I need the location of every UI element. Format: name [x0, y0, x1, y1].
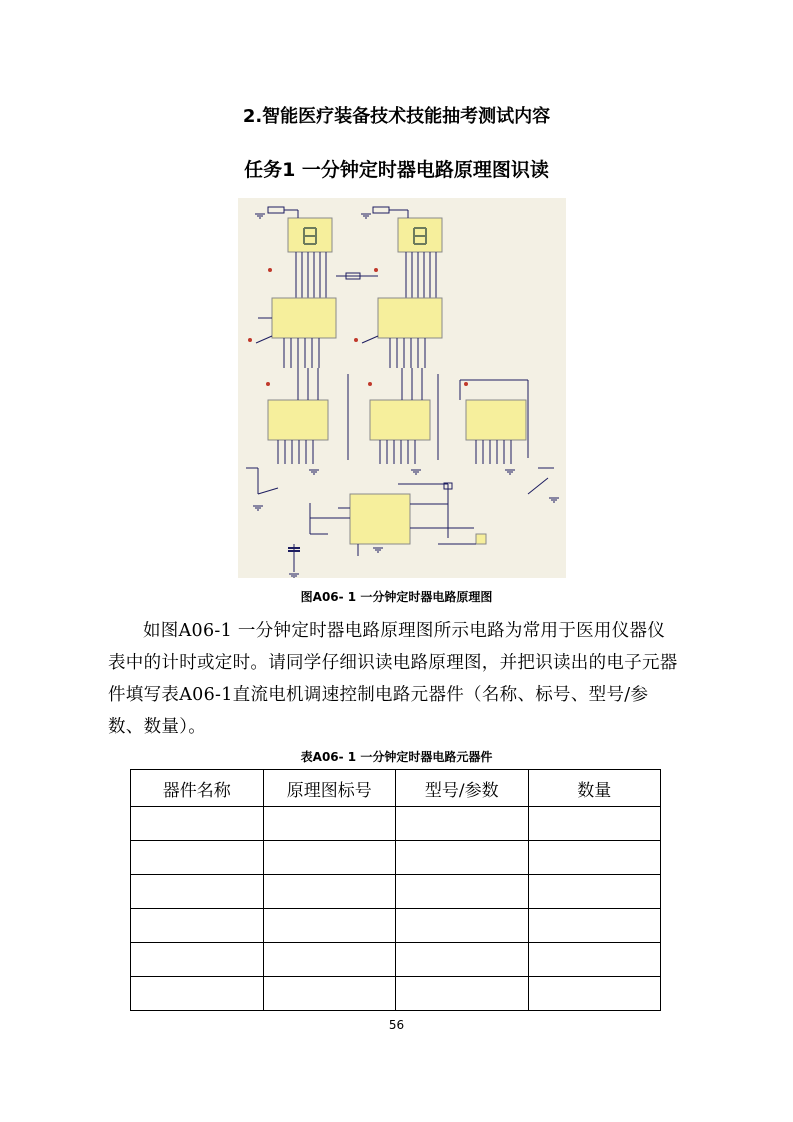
table-cell[interactable]	[131, 875, 264, 909]
table-cell[interactable]	[263, 875, 396, 909]
table-cell[interactable]	[263, 841, 396, 875]
table-cell[interactable]	[528, 807, 661, 841]
table-cell[interactable]	[528, 977, 661, 1011]
table-row	[131, 841, 661, 875]
table-cell[interactable]	[396, 909, 529, 943]
table-header-row	[131, 770, 661, 807]
table-cell[interactable]	[263, 807, 396, 841]
table-cell[interactable]	[131, 807, 264, 841]
table-cell[interactable]	[131, 909, 264, 943]
table-cell[interactable]	[131, 943, 264, 977]
table-cell[interactable]	[528, 875, 661, 909]
table-caption: 表A06- 1 一分钟定时器电路元器件	[300, 750, 493, 764]
table-body	[131, 807, 661, 1011]
task-title: 任务1 一分钟定时器电路原理图识读	[244, 159, 549, 181]
table-cell[interactable]	[396, 807, 529, 841]
table-row	[131, 807, 661, 841]
ic-chip	[268, 400, 328, 440]
component-table	[130, 769, 661, 1011]
table-cell[interactable]	[263, 977, 396, 1011]
table-cell[interactable]	[528, 943, 661, 977]
table-cell[interactable]	[396, 875, 529, 909]
table-cell[interactable]	[528, 841, 661, 875]
wire	[256, 336, 272, 343]
table-row	[131, 909, 661, 943]
power-rail-marker	[354, 338, 358, 342]
power-rail-marker	[248, 338, 252, 342]
wire	[362, 336, 378, 343]
body-paragraph: 如图A06-1 一分钟定时器电路原理图所示电路为常用于医用仪器仪表中的计时或定时。请同学仔细识读电路原理图，并把识读出的电子元器件填写表A06-1直流电机调速控制电路元器件（名称、标号、型号/参数、数量）。	[108, 621, 678, 737]
table-row	[131, 875, 661, 909]
test-point	[476, 534, 486, 544]
table-cell[interactable]	[131, 841, 264, 875]
table-cell[interactable]	[263, 909, 396, 943]
table-cell[interactable]	[131, 977, 264, 1011]
ic-chip	[466, 400, 526, 440]
page-number: 56	[388, 1018, 405, 1032]
wire	[528, 478, 548, 494]
wire	[258, 488, 278, 494]
resistor-symbol	[268, 207, 284, 213]
header-designator: 原理图标号	[263, 770, 396, 807]
figure-caption: 图A06- 1 一分钟定时器电路原理图	[300, 590, 493, 604]
table-cell[interactable]	[263, 943, 396, 977]
header-model-parameter: 型号/参数	[396, 770, 529, 807]
power-rail-marker	[268, 268, 272, 272]
table-cell[interactable]	[396, 977, 529, 1011]
power-rail-marker	[464, 382, 468, 386]
ic-chip	[370, 400, 430, 440]
ic-chip	[350, 494, 410, 544]
circuit-schematic	[238, 198, 566, 578]
table-cell[interactable]	[396, 943, 529, 977]
ic-chip	[378, 298, 442, 338]
header-component-name: 器件名称	[131, 770, 264, 807]
circuit-schematic-figure	[238, 198, 566, 578]
power-rail-marker	[368, 382, 372, 386]
table-row	[131, 943, 661, 977]
power-rail-marker	[266, 382, 270, 386]
header-quantity: 数量	[528, 770, 661, 807]
resistor-symbol	[373, 207, 389, 213]
ic-chip	[272, 298, 336, 338]
table-cell[interactable]	[396, 841, 529, 875]
section-heading: 2.智能医疗装备技术技能抽考测试内容	[242, 106, 551, 127]
table-row	[131, 977, 661, 1011]
power-rail-marker	[374, 268, 378, 272]
table-cell[interactable]	[528, 909, 661, 943]
